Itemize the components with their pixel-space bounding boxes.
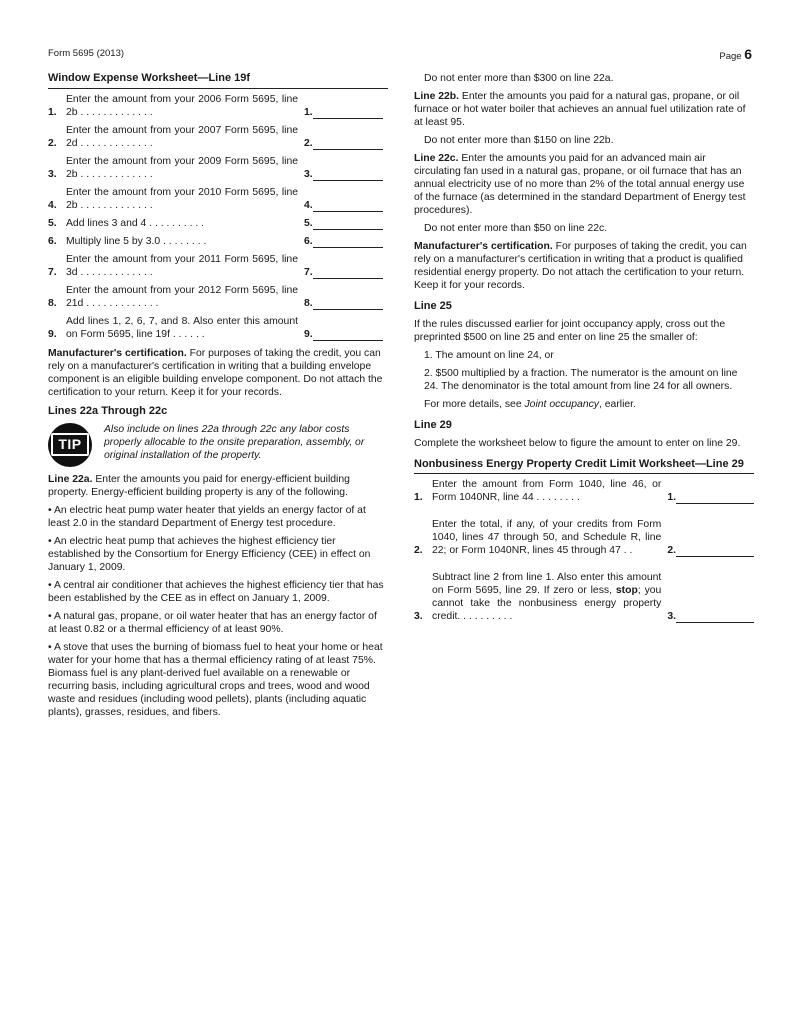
window-ws-row-ref: 7. xyxy=(304,266,313,278)
window-ws-row-field[interactable] xyxy=(313,297,383,310)
tip-icon: TIP xyxy=(48,423,92,467)
window-ws-row-ref: 8. xyxy=(304,297,313,309)
window-ws-row-number: 3. xyxy=(48,168,57,180)
window-ws-row-text: Enter the amount from your 2009 Form 5695, line 2b . . . . . . . . . . . . . xyxy=(66,155,298,180)
line22c-paragraph: Line 22c. Enter the amounts you paid for an advanced main air circulating fan used in a natural gas, propane, or oil furnace that has an annual electricity use of no more than 2% of the total annual energy use of the furnace (as determined in the standard Department of Energy test procedures). xyxy=(414,153,746,216)
window-ws-row-number: 8. xyxy=(48,297,57,309)
lines22-title: Lines 22a Through 22c xyxy=(48,404,168,417)
window-ws-row xyxy=(48,217,388,230)
window-worksheet-title: Window Expense Worksheet—Line 19f xyxy=(48,72,388,89)
nonbusiness-worksheet-title: Nonbusiness Energy Property Credit Limit Worksheet—Line 29 xyxy=(414,458,754,475)
bullet-5: • A stove that uses the burning of biomass fuel to heat your home or heat water for your home that has a thermal efficiency rating of at least 75%. Biomass fuel is any plant-derived fuel available on a renewable or recurring basis, including agricultural crops and trees, wood and wood waste and residues (including wood pellets), plants (including aquatic plants), grasses, residues, and fibers. xyxy=(48,641,383,718)
window-ws-row-field[interactable] xyxy=(313,106,383,119)
nb-line-3-field[interactable] xyxy=(676,610,754,623)
window-ws-row-number: 9. xyxy=(48,328,57,340)
bullet-3: • A central air conditioner that achieves the highest efficiency tier that has been established by the CEE as in effect on January 1, 2009. xyxy=(48,579,384,604)
window-ws-row-number: 1. xyxy=(48,106,57,118)
window-ws-row-ref: 4. xyxy=(304,199,313,211)
window-ws-row-ref: 9. xyxy=(304,328,313,340)
window-ws-row-text: Enter the amount from your 2011 Form 5695, line 3d . . . . . . . . . . . . . xyxy=(66,253,298,278)
window-ws-row-ref: 3. xyxy=(304,168,313,180)
bullet-4: • A natural gas, propane, or oil water heater that has an energy factor of at least 0.82 or a thermal efficiency of at least 90%. xyxy=(48,610,377,635)
limit-22c: Do not enter more than $50 on line 22c. xyxy=(424,223,608,234)
window-ws-row xyxy=(48,315,388,341)
window-ws-row-text: Enter the amount from your 2007 Form 5695, line 2d . . . . . . . . . . . . . xyxy=(66,124,298,149)
window-ws-row-field[interactable] xyxy=(313,137,383,150)
window-ws-row-field[interactable] xyxy=(313,199,383,212)
tip-text: Also include on lines 22a through 22c any labor costs properly allocable to the onsite preparation, assembly, or original installation of the property. xyxy=(104,423,365,461)
line25-text: If the rules discussed earlier for joint occupancy apply, cross out the preprinted $500 on line 25 and enter on line 25 the smaller of: xyxy=(414,318,726,343)
window-ws-row-text: Add lines 1, 2, 6, 7, and 8. Also enter this amount on Form 5695, line 19f . . . . . . xyxy=(66,315,298,340)
window-worksheet xyxy=(48,93,388,341)
window-ws-row-text: Enter the amount from your 2006 Form 5695, line 2b . . . . . . . . . . . . . xyxy=(66,93,298,118)
window-ws-row-ref: 6. xyxy=(304,235,313,247)
window-ws-row xyxy=(48,124,388,150)
line29-title: Line 29 xyxy=(414,418,452,431)
nb-row-3: 3. Subtract line 2 from line 1. Also enter this amount on Form 5695, line 29. If zero or less, stop; you cannot take the nonbusiness energy property credit. . . . . . . . . . 3. xyxy=(414,571,754,623)
right-column xyxy=(414,72,754,628)
window-ws-row-number: 7. xyxy=(48,266,57,278)
line22a-paragraph: Line 22a. Enter the amounts you paid for energy-efficient building property. Energy-efficient building property is any of the following. xyxy=(48,473,350,498)
line25-item2: 2. $500 multiplied by a fraction. The numerator is the amount on line 24. The denominator is the total amount from line 24 for all owners. xyxy=(424,367,738,392)
nb-line-1-field[interactable] xyxy=(676,491,754,504)
limit-22b: Do not enter more than $150 on line 22b. xyxy=(424,135,614,146)
line25-more: For more details, see Joint occupancy, earlier. xyxy=(424,398,636,410)
form-id: Form 5695 (2013) xyxy=(48,48,125,59)
bullet-2: • An electric heat pump that achieves the highest efficiency tier established by the Consortium for Energy Efficiency (CEE) in effect on January 1, 2009. xyxy=(48,535,371,573)
page-number: Page 6 xyxy=(719,46,752,62)
window-ws-row xyxy=(48,253,388,279)
window-ws-row-ref: 5. xyxy=(304,217,313,229)
window-ws-row xyxy=(48,186,388,212)
window-ws-row xyxy=(48,235,388,248)
line29-text: Complete the worksheet below to figure the amount to enter on line 29. xyxy=(414,437,741,449)
window-ws-row-ref: 2. xyxy=(304,137,313,149)
window-ws-row-field[interactable] xyxy=(313,328,383,341)
window-ws-row-text: Enter the amount from your 2012 Form 5695, line 21d . . . . . . . . . . . . . xyxy=(66,284,298,309)
tip-box xyxy=(48,423,388,467)
window-ws-row xyxy=(48,155,388,181)
window-ws-row-number: 4. xyxy=(48,199,57,211)
nonbusiness-worksheet xyxy=(414,478,754,623)
window-ws-row-number: 2. xyxy=(48,137,57,149)
window-ws-row-number: 6. xyxy=(48,235,57,247)
mfr-cert-left: Manufacturer's certification. For purposes of taking the credit, you can rely on a manufacturer's certification in writing that a building envelope component is an eligible building envelope component. Do not attach the certification to your return. Keep it for your records. xyxy=(48,347,383,398)
window-ws-row-ref: 1. xyxy=(304,106,313,118)
line25-title: Line 25 xyxy=(414,300,452,312)
window-ws-row-field[interactable] xyxy=(313,266,383,279)
window-ws-row-number: 5. xyxy=(48,217,57,229)
nb-line-2-field[interactable] xyxy=(676,544,754,557)
window-ws-row-field[interactable] xyxy=(313,235,383,248)
window-ws-row xyxy=(48,284,388,310)
limit-22a: Do not enter more than $300 on line 22a. xyxy=(424,73,614,84)
window-ws-row-field[interactable] xyxy=(313,168,383,181)
nb-row-1: 1. Enter the amount from Form 1040, line 46, or Form 1040NR, line 44 . . . . . . . . 1. xyxy=(414,478,754,504)
window-ws-row xyxy=(48,93,388,119)
window-ws-row-text: Enter the amount from your 2010 Form 5695, line 2b . . . . . . . . . . . . . xyxy=(66,186,298,211)
window-ws-row-text: Multiply line 5 by 3.0 . . . . . . . . xyxy=(66,235,207,247)
left-column xyxy=(48,72,388,724)
bullet-1: • An electric heat pump water heater that yields an energy factor of at least 2.0 in the standard Department of Energy test procedure. xyxy=(48,504,366,529)
line25-item1: 1. The amount on line 24, or xyxy=(424,349,554,361)
line22b-paragraph: Line 22b. Enter the amounts you paid for a natural gas, propane, or oil furnace or hot water boiler that achieves an annual fuel utilization rate of at least 95. xyxy=(414,91,746,128)
window-ws-row-text: Add lines 3 and 4 . . . . . . . . . . xyxy=(66,217,205,229)
window-ws-row-field[interactable] xyxy=(313,217,383,230)
nb-row-2: 2. Enter the total, if any, of your credits from Form 1040, lines 47 through 50, and Schedule R, line 22; or Form 1040NR, lines 45 through 47 . . 2. xyxy=(414,518,754,557)
mfr-cert-right: Manufacturer's certification. For purposes of taking the credit, you can rely on a manufacturer's certification in writing that a product is qualified residential energy property. Do not attach the certification to your return. Keep it for your records. xyxy=(414,241,747,291)
